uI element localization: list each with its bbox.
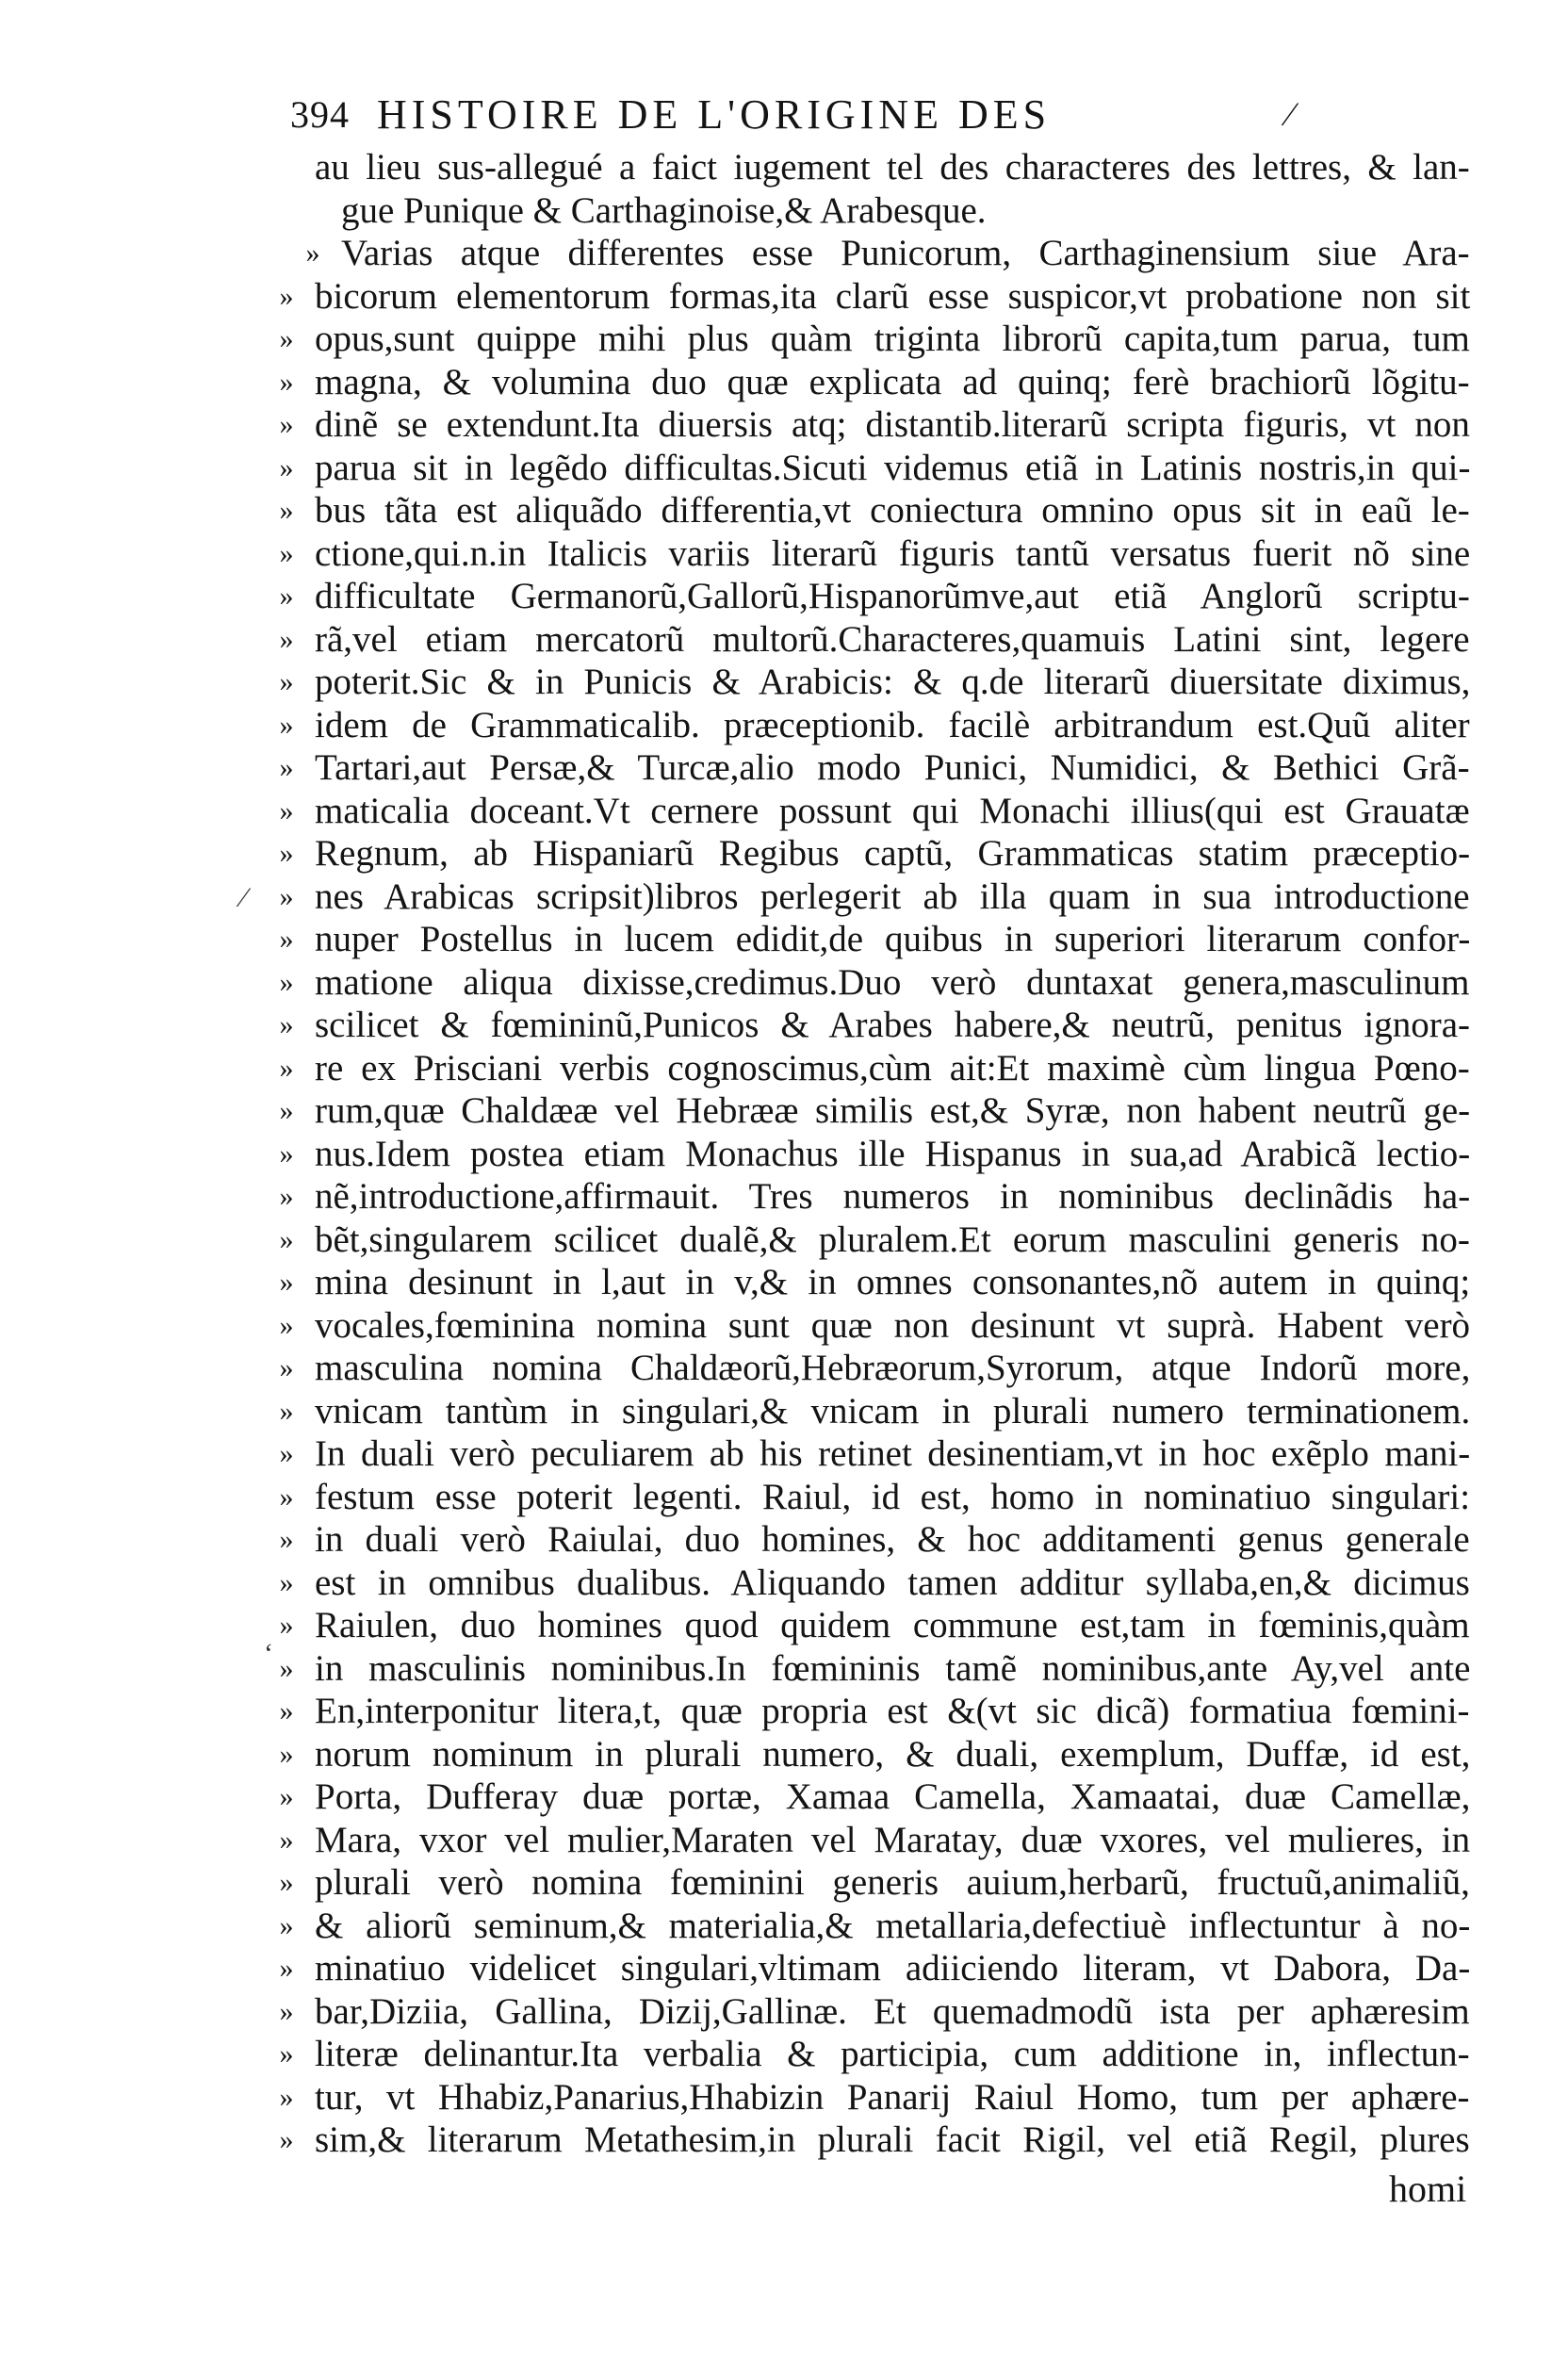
text-line <box>279 2030 1470 2079</box>
line-text: difficultate Germanorũ,Gallorũ,Hispanorũmve,aut etiã Anglorũ scriptu- <box>315 576 1470 616</box>
line-text: rã,vel etiam mercatorũ multorũ.Characteres,quamuis Latini sint, legere <box>315 618 1470 660</box>
quotation-mark: » <box>279 2124 294 2155</box>
quotation-mark: » <box>279 1652 294 1684</box>
quotation-mark: » <box>279 1738 294 1770</box>
quotation-mark: » <box>279 1566 294 1598</box>
quotation-mark: » <box>279 794 294 826</box>
text-line <box>279 1301 1471 1350</box>
quotation-mark: » <box>279 2038 294 2070</box>
quotation-mark: » <box>279 1610 294 1641</box>
quotation-mark: » <box>279 1867 294 1898</box>
text-line <box>279 1473 1471 1522</box>
line-text: bus tãta est aliquãdo differentia,vt coniectura omnino opus sit in eaũ le- <box>315 490 1470 531</box>
quotation-mark: » <box>279 1481 294 1513</box>
line-text: opus,sunt quippe mihi plus quàm triginta librorũ capita,tum parua, tum <box>315 319 1470 359</box>
quotation-mark: » <box>279 966 294 998</box>
text-line <box>279 1816 1471 1865</box>
text-line <box>341 187 1470 236</box>
text-line <box>279 2116 1470 2165</box>
text-line <box>279 958 1470 1007</box>
quotation-mark: » <box>279 1524 294 1555</box>
text-line <box>279 1172 1471 1221</box>
line-text: Varias atque differentes esse Punicorum, Carthaginensium siue Ara- <box>341 233 1470 273</box>
quotation-mark: » <box>279 1052 294 1084</box>
line-text: Porta, Dufferay duæ portæ, Xamaa Camella, Xamaatai, duæ Camellæ, <box>315 1776 1471 1817</box>
quotation-mark: » <box>279 838 294 869</box>
text-line <box>279 272 1471 321</box>
text-line <box>279 572 1470 621</box>
quotation-mark: » <box>279 451 294 483</box>
text-line <box>279 1387 1471 1436</box>
line-text: re ex Prisciani verbis cognoscimus,cùm ait:Et maximè cùm lingua Pœno- <box>315 1047 1470 1088</box>
line-text: au lieu sus-allegué a faict iugement tel des characteres des lettres, & lan- <box>315 147 1470 188</box>
text-line <box>279 744 1470 793</box>
header-mark: ⁄ <box>1287 95 1298 133</box>
quotation-mark: » <box>279 1953 294 1984</box>
text-line <box>279 1559 1470 1608</box>
text-line <box>279 1515 1470 1564</box>
line-text: plurali verò nomina fœminini generis auium,herbarũ, fructuũ,animaliũ, <box>315 1862 1470 1903</box>
line-text: bar,Diziia, Gallina, Dizij,Gallinæ. Et quemadmodũ ista per aphæresim <box>315 1990 1470 2032</box>
line-text: dinẽ se extendunt.Ita diuersis atq; distantib.literarũ scripta figuris, vt non <box>315 404 1470 445</box>
line-text: & aliorũ seminum,& materialia,& metallaria,defectiuè inflectuntur à no- <box>315 1905 1471 1946</box>
quotation-mark: » <box>279 409 294 440</box>
line-text: nus.Idem postea etiam Monachus ille Hispanus in sua,ad Arabicã lectio- <box>315 1133 1471 1174</box>
quotation-mark: » <box>279 1137 294 1170</box>
line-text: Regnum, ab Hispaniarũ Regibus captũ, Grammaticas statim præceptio- <box>315 833 1471 874</box>
text-line <box>279 615 1470 664</box>
line-text: scilicet & fœmininũ,Punicos & Arabes habere,& neutrũ, penitus ignora- <box>315 1005 1471 1045</box>
line-text: vnicam tantùm in singulari,& vnicam in plurali numero terminationem. <box>315 1390 1471 1432</box>
text-line <box>279 1988 1470 2037</box>
text-line <box>279 1730 1471 1779</box>
line-text: ctione,qui.n.in Italicis variis literarũ figuris tantũ versatus fuerit nõ sine <box>315 532 1471 574</box>
text-line <box>279 787 1470 836</box>
line-text: gue Punique & Carthaginoise,& Arabesque. <box>341 189 987 231</box>
line-text: norum nominum in plurali numero, & duali, exemplum, Duffæ, id est, <box>315 1733 1471 1775</box>
line-text: Tartari,aut Persæ,& Turcæ,alio modo Punici, Numidici, & Bethici Grã- <box>315 747 1470 788</box>
quotation-mark: » <box>279 880 294 912</box>
quotation-mark: » <box>279 1995 294 2027</box>
text-line <box>305 229 1470 278</box>
line-text: vocales,fœminina nomina sunt quæ non desinunt vt suprà. Habent verò <box>315 1304 1471 1346</box>
quotation-mark: » <box>279 581 294 612</box>
quotation-mark: » <box>279 1695 294 1726</box>
running-head: HISTOIRE DE L'ORIGINE DES <box>377 91 1052 138</box>
quotation-mark: » <box>279 1395 294 1427</box>
line-text: bicorum elementorum formas,ita clarũ esse suspicor,vt probatione non sit <box>315 275 1471 317</box>
text-line <box>279 1216 1470 1265</box>
line-text: in masculinis nominibus.In fœmininis tamẽ nominibus,ante Ay,vel ante <box>315 1647 1471 1689</box>
text-line <box>279 486 1470 535</box>
quotation-mark: » <box>279 366 294 398</box>
line-text: nẽ,introductione,affirmauit. Tres numeros in nominibus declinãdis ha- <box>315 1176 1471 1217</box>
quotation-mark: » <box>279 1223 294 1255</box>
text-line <box>279 701 1470 750</box>
text-line <box>279 1687 1470 1736</box>
catchword: homi <box>1389 2168 1467 2210</box>
line-text: in duali verò Raiulai, duo homines, & hoc additamenti genus generale <box>315 1519 1470 1560</box>
text-line <box>279 1644 1471 1693</box>
line-text: sim,& literarum Metathesim,in plurali facit Rigil, vel etiã Regil, plures <box>315 2119 1470 2160</box>
text-line <box>279 1430 1471 1479</box>
text-line <box>279 1087 1471 1136</box>
line-text: Mara, vxor vel mulier,Maraten vel Maratay, duæ vxores, vel mulieres, in <box>315 1819 1471 1860</box>
text-line <box>279 530 1471 579</box>
text-line <box>279 658 1471 707</box>
quotation-mark: » <box>279 280 294 312</box>
text-line <box>279 873 1470 922</box>
text-line <box>279 1001 1471 1050</box>
text-line <box>279 1902 1471 1951</box>
quotation-mark: » <box>279 1309 294 1341</box>
line-text: mina desinunt in l,aut in v,& in omnes consonantes,nõ autem in quinq; <box>315 1262 1471 1302</box>
text-line <box>279 401 1470 450</box>
line-text: festum esse poterit legenti. Raiul, id est, homo in nominatiuo singulari: <box>315 1476 1471 1517</box>
line-text: In duali verò peculiarem ab his retinet desinentiam,vt in hoc exẽplo mani- <box>315 1433 1471 1474</box>
quotation-mark: » <box>279 666 294 697</box>
text-line <box>279 1858 1470 1907</box>
line-text: matione aliqua dixisse,credimus.Duo verò duntaxat genera,masculinum <box>315 961 1470 1003</box>
line-text: nuper Postellus in lucem edidit,de quibus in superiori literarum confor- <box>315 919 1471 959</box>
text-line <box>279 444 1471 493</box>
line-text: poterit.Sic & in Punicis & Arabicis: & q.de literarũ diuersitate diximus, <box>315 662 1471 702</box>
text-line <box>279 829 1471 878</box>
margin-quote-mark: ‘ <box>264 1638 273 1669</box>
text-line <box>279 2073 1470 2122</box>
text-line <box>315 143 1470 192</box>
text-line <box>279 915 1471 964</box>
line-text: magna, & volumina duo quæ explicata ad quinq; ferè brachiorũ lõgitu- <box>315 361 1470 402</box>
line-text: bẽt,singularem scilicet dualẽ,& pluralem.Et eorum masculini generis no- <box>315 1219 1470 1260</box>
page-number: 394 <box>290 93 350 136</box>
line-text: rum,quæ Chaldææ vel Hebrææ similis est,& Syræ, non habent neutrũ ge- <box>315 1090 1471 1131</box>
text-line <box>279 1258 1471 1307</box>
line-text: nes Arabicas scripsit)libros perlegerit ab illa quam in sua introductione <box>315 875 1470 917</box>
quotation-mark: » <box>279 1909 294 1941</box>
line-text: est in omnibus dualibus. Aliquando tamen additur syllaba,en,& dicimus <box>315 1562 1470 1603</box>
line-text: idem de Grammaticalib. præceptionib. facilè arbitrandum est.Quũ aliter <box>315 704 1470 745</box>
quotation-mark: » <box>279 1824 294 1856</box>
text-line <box>279 315 1470 364</box>
text-line <box>279 1130 1471 1179</box>
line-text: tur, vt Hhabiz,Panarius,Hhabizin Panarij Raiul Homo, tum per aphære- <box>315 2076 1470 2118</box>
quotation-mark: » <box>279 2081 294 2113</box>
margin-dash-mark: ⁄ <box>241 882 247 913</box>
quotation-mark: » <box>279 1267 294 1298</box>
quotation-mark: » <box>279 709 294 741</box>
quotation-mark: » <box>279 323 294 354</box>
text-line <box>279 1773 1471 1822</box>
text-line <box>279 358 1470 407</box>
text-line <box>279 1344 1471 1393</box>
quotation-mark: » <box>279 752 294 783</box>
line-text: Raiulen, duo homines quod quidem commune est,tam in fœminis,quàm <box>315 1605 1470 1645</box>
quotation-mark: » <box>279 1781 294 1812</box>
quotation-mark: » <box>279 924 294 955</box>
quotation-mark: » <box>279 1181 294 1212</box>
quotation-mark: » <box>279 1352 294 1383</box>
line-text: minatiuo videlicet singulari,vltimam adiiciendo literam, vt Dabora, Da- <box>315 1948 1471 1988</box>
text-line <box>279 1944 1471 1993</box>
quotation-mark: » <box>279 537 294 569</box>
quotation-mark: » <box>279 495 294 526</box>
line-text: masculina nomina Chaldæorũ,Hebræorum,Syrorum, atque Indorũ more, <box>315 1348 1471 1388</box>
line-text: parua sit in legẽdo difficultas.Sicuti videmus etiã in Latinis nostris,in qui- <box>315 447 1471 488</box>
quotation-mark: » <box>279 1009 294 1040</box>
quotation-mark: » <box>305 237 320 269</box>
line-text: maticalia doceant.Vt cernere possunt qui Monachi illius(qui est Grauatæ <box>315 790 1470 831</box>
quotation-mark: » <box>279 1095 294 1126</box>
text-line <box>279 1601 1470 1650</box>
text-line <box>279 1044 1470 1093</box>
line-text: literæ delinantur.Ita verbalia & participia, cum additione in, inflectun- <box>315 2034 1470 2074</box>
quotation-mark: » <box>279 623 294 655</box>
line-text: En,interponitur litera,t, quæ propria est &(vt sic dicã) formatiua fœmini- <box>315 1691 1470 1731</box>
quotation-mark: » <box>279 1438 294 1469</box>
